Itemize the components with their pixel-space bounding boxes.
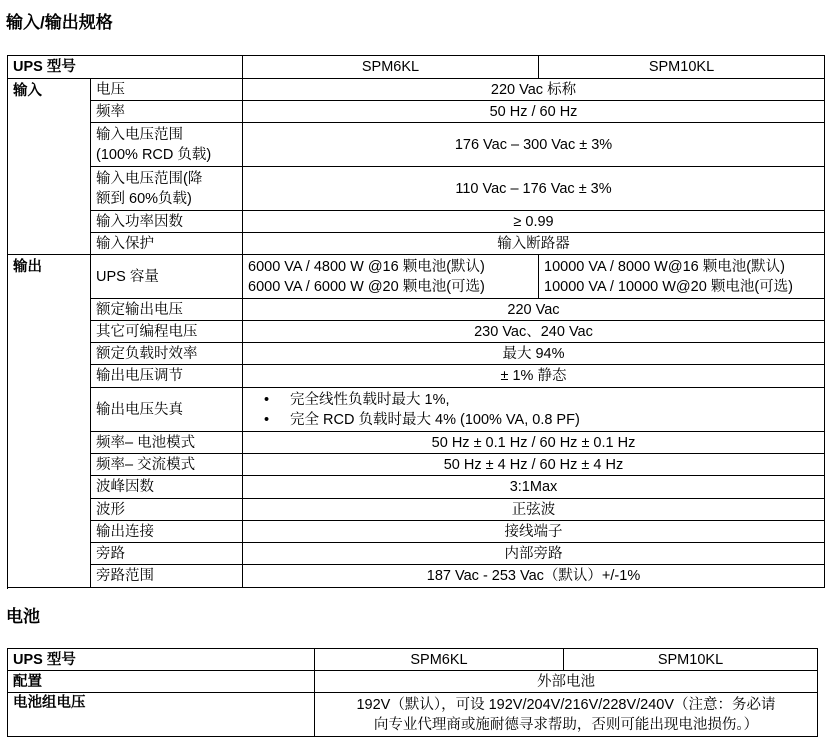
param-label-line: 输入电压范围 xyxy=(96,126,183,143)
param-value: 正弦波 xyxy=(243,499,825,521)
param-label: 输出电压失真 xyxy=(91,388,243,432)
battery-section-title: 电池 xyxy=(6,607,40,626)
battery-voltage-label: 电池组电压 xyxy=(8,693,315,737)
param-value: 内部旁路 xyxy=(243,543,825,565)
table-row xyxy=(8,432,825,454)
param-label: 额定输出电压 xyxy=(91,299,243,321)
table-row xyxy=(8,101,825,123)
battery-header-spm10kl: SPM10KL xyxy=(564,649,818,671)
param-label: 波峰因数 xyxy=(91,476,243,499)
io-header-spm10kl: SPM10KL xyxy=(539,56,825,79)
bullet-item: • 完全 RCD 负载时最大 4% (100% VA, 0.8 PF) xyxy=(248,410,819,430)
io-header-row xyxy=(8,56,825,79)
battery-config-value: 外部电池 xyxy=(315,671,818,693)
param-value: ± 1% 静态 xyxy=(243,365,825,388)
param-label: 频率 xyxy=(91,101,243,123)
battery-voltage-line: 向专业代理商或施耐德寻求帮助，否则可能出现电池损伤。） xyxy=(373,716,759,733)
param-label-line: 额到 60%负载) xyxy=(96,190,192,207)
capacity-line: 6000 VA / 6000 W @20 颗电池(可选) xyxy=(248,278,485,295)
param-label xyxy=(91,123,243,167)
param-label xyxy=(91,167,243,211)
capacity-spm6kl xyxy=(243,255,539,299)
io-header-model: UPS 型号 xyxy=(8,56,243,79)
table-row xyxy=(8,671,818,693)
battery-spec-table xyxy=(7,648,818,737)
param-value: 50 Hz / 60 Hz xyxy=(243,101,825,123)
io-spec-table xyxy=(7,55,825,588)
capacity-line: 6000 VA / 4800 W @16 颗电池(默认) xyxy=(248,258,485,275)
param-label: 输入保护 xyxy=(91,233,243,255)
param-label: UPS 容量 xyxy=(91,255,243,299)
param-label: 波形 xyxy=(91,499,243,521)
param-label: 输出电压调节 xyxy=(91,365,243,388)
table-row xyxy=(8,454,825,476)
param-label: 其它可编程电压 xyxy=(91,321,243,343)
battery-voltage-line: 192V（默认），可设 192V/204V/216V/228V/240V（注意：务必请 xyxy=(356,696,776,713)
table-row xyxy=(8,499,825,521)
param-label: 额定负载时效率 xyxy=(91,343,243,365)
table-row xyxy=(8,255,825,299)
table-row xyxy=(8,233,825,255)
table-row xyxy=(8,211,825,233)
param-label: 输入功率因数 xyxy=(91,211,243,233)
param-value: 220 Vac xyxy=(243,299,825,321)
capacity-line: 10000 VA / 8000 W@16 颗电池(默认) xyxy=(544,258,785,275)
capacity-spm10kl xyxy=(539,255,825,299)
param-label-line: (100% RCD 负载) xyxy=(96,146,212,163)
table-row xyxy=(8,343,825,365)
distortion-bullets xyxy=(243,388,825,432)
io-section-title: 输入/输出规格 xyxy=(6,13,113,32)
param-value: 187 Vac - 253 Vac（默认）+/-1% xyxy=(243,565,825,588)
param-value: 110 Vac – 176 Vac ± 3% xyxy=(243,167,825,211)
param-label: 输出连接 xyxy=(91,521,243,543)
param-value: 176 Vac – 300 Vac ± 3% xyxy=(243,123,825,167)
table-row xyxy=(8,321,825,343)
capacity-line: 10000 VA / 10000 W@20 颗电池(可选) xyxy=(544,278,793,295)
param-value: 230 Vac、240 Vac xyxy=(243,321,825,343)
io-header-spm6kl: SPM6KL xyxy=(243,56,539,79)
param-label: 频率– 电池模式 xyxy=(91,432,243,454)
param-value: 接线端子 xyxy=(243,521,825,543)
param-label: 旁路范围 xyxy=(91,565,243,588)
bullet-item: • 完全线性负载时最大 1%, xyxy=(248,390,819,410)
param-value: 输入断路器 xyxy=(243,233,825,255)
battery-config-label: 配置 xyxy=(8,671,315,693)
table-row xyxy=(8,79,825,101)
table-row xyxy=(8,543,825,565)
table-row xyxy=(8,476,825,499)
param-label: 频率– 交流模式 xyxy=(91,454,243,476)
table-row xyxy=(8,388,825,432)
battery-voltage-value xyxy=(315,693,818,737)
table-row xyxy=(8,123,825,167)
param-value: 220 Vac 标称 xyxy=(243,79,825,101)
table-row xyxy=(8,167,825,211)
input-section-label: 输入 xyxy=(8,79,91,255)
table-row xyxy=(8,299,825,321)
param-label-line: 输入电压范围(降 xyxy=(96,170,203,187)
table-row xyxy=(8,365,825,388)
table-row xyxy=(8,693,818,737)
battery-header-model: UPS 型号 xyxy=(8,649,315,671)
param-value: 50 Hz ± 4 Hz / 60 Hz ± 4 Hz xyxy=(243,454,825,476)
battery-header-spm6kl: SPM6KL xyxy=(315,649,564,671)
param-value: ≥ 0.99 xyxy=(243,211,825,233)
battery-header-row xyxy=(8,649,818,671)
table-row xyxy=(8,521,825,543)
table-row xyxy=(8,565,825,588)
param-value: 最大 94% xyxy=(243,343,825,365)
param-label: 电压 xyxy=(91,79,243,101)
output-section-label: 输出 xyxy=(8,255,91,588)
param-value: 3:1Max xyxy=(243,476,825,499)
param-label: 旁路 xyxy=(91,543,243,565)
param-value: 50 Hz ± 0.1 Hz / 60 Hz ± 0.1 Hz xyxy=(243,432,825,454)
